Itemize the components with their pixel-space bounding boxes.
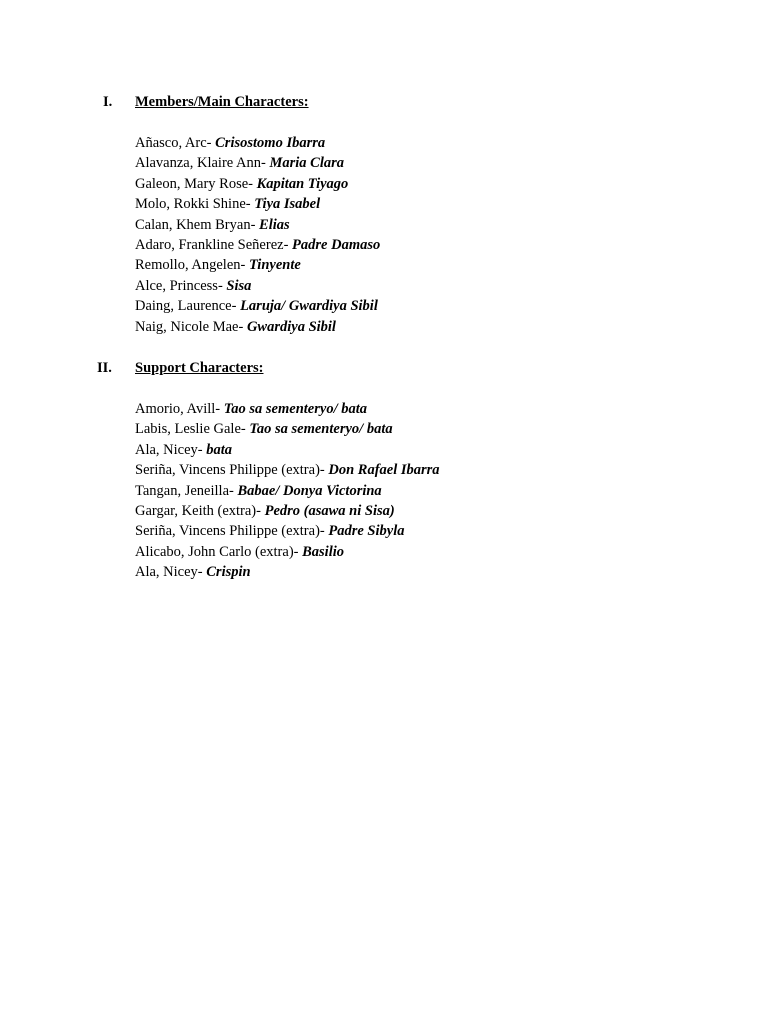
character-role: Padre Sibyla (328, 523, 405, 540)
member-name: Ala, Nicey- (135, 564, 203, 581)
character-role: Kapitan Tiyago (256, 175, 349, 192)
character-role: Tinyente (248, 257, 301, 274)
list-item (135, 235, 735, 255)
character-role: Elias (259, 216, 290, 233)
member-name: Daing, Laurence- (135, 298, 237, 315)
character-role: Tao sa sementeryo/ bata (249, 421, 393, 438)
character-role: Gwardiya Sibil (246, 318, 336, 335)
member-name: Seriña, Vincens Philippe (extra)- (135, 523, 325, 540)
list-item (135, 317, 735, 337)
list-item (135, 440, 735, 460)
list-item (135, 481, 735, 501)
list-item (135, 153, 735, 173)
character-role: Tao sa sementeryo/ bata (223, 401, 368, 417)
section-title: Members/Main Characters: (135, 94, 309, 110)
character-role: Don Rafael Ibarra (328, 462, 440, 479)
list-item (135, 419, 735, 439)
character-role: Laruja/ Gwardiya Sibil (240, 298, 378, 315)
list-item (135, 542, 735, 562)
list-item (135, 521, 735, 541)
member-name: Tangan, Jeneilla- (135, 482, 234, 499)
list-item (135, 194, 735, 214)
character-role: Sisa (226, 277, 252, 294)
member-name: Molo, Rokki Shine- (135, 196, 251, 213)
character-role: Maria Clara (269, 155, 345, 172)
member-name: Calan, Khem Bryan- (135, 216, 256, 233)
character-role: Basilio (302, 543, 345, 560)
member-name: Añasco, Arc- (135, 135, 212, 151)
list-item (135, 174, 735, 194)
section-number: I. (103, 94, 113, 110)
list-item (135, 133, 735, 153)
list-item (135, 296, 735, 316)
character-role: Padre Damaso (292, 236, 381, 253)
section-title: Support Characters: (135, 360, 264, 376)
member-name: Adaro, Frankline Señerez- (135, 236, 289, 253)
list-item (135, 255, 735, 275)
member-name: Alavanza, Klaire Ann- (135, 155, 266, 172)
member-name: Alce, Princess- (135, 277, 223, 294)
character-role: Crispin (206, 564, 251, 581)
list-item (135, 562, 735, 582)
member-name: Gargar, Keith (extra)- (135, 502, 261, 519)
member-name: Ala, Nicey- (135, 441, 203, 458)
list-item (135, 460, 735, 480)
character-role: Tiya Isabel (254, 196, 321, 213)
list-item (135, 399, 735, 419)
character-role: Babae/ Donya Victorina (237, 482, 382, 499)
section-heading-main (0, 92, 768, 112)
member-name: Naig, Nicole Mae- (135, 318, 244, 335)
member-name: Remollo, Angelen- (135, 257, 246, 274)
section-heading-support (0, 358, 768, 378)
list-item (135, 501, 735, 521)
list-item (135, 276, 735, 296)
member-name: Amorio, Avill- (135, 401, 221, 417)
character-role: Crisostomo Ibarra (215, 135, 326, 151)
support-characters-list (135, 399, 735, 583)
character-role: Pedro (asawa ni Sisa) (264, 502, 395, 519)
member-name: Galeon, Mary Rose- (135, 175, 253, 192)
member-name: Labis, Leslie Gale- (135, 421, 246, 438)
main-characters-list (135, 133, 735, 337)
list-item (135, 215, 735, 235)
section-number: II. (97, 360, 112, 376)
member-name: Seriña, Vincens Philippe (extra)- (135, 462, 325, 479)
member-name: Alicabo, John Carlo (extra)- (135, 543, 299, 560)
character-role: bata (206, 441, 233, 458)
